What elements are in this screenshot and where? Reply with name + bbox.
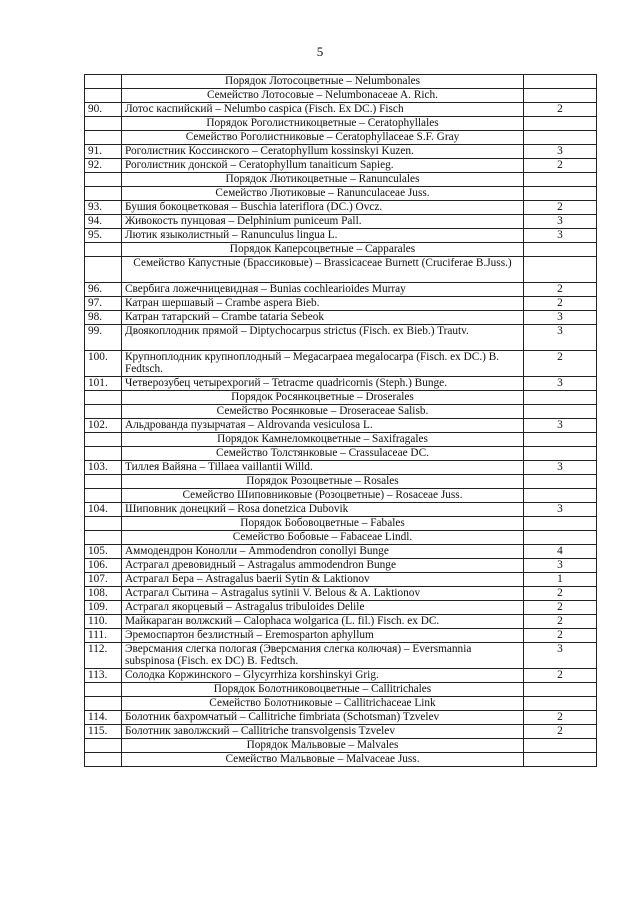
species-status: 2 xyxy=(524,351,597,377)
species-row xyxy=(85,573,597,587)
empty-number-cell xyxy=(85,173,122,187)
taxon-header-row xyxy=(85,433,597,447)
species-number: 96. xyxy=(85,283,122,297)
species-row xyxy=(85,725,597,739)
empty-number-cell xyxy=(85,75,122,89)
species-status: 3 xyxy=(524,145,597,159)
taxon-header-row xyxy=(85,475,597,489)
species-name: Астрагал древовидный – Astragalus ammodendron Bunge xyxy=(122,559,524,573)
species-name: Лотос каспийский – Nelumbo caspica (Fisch. Ex DC.) Fisch xyxy=(122,103,524,117)
taxon-header-row xyxy=(85,173,597,187)
species-status: 2 xyxy=(524,725,597,739)
taxon-title: Семейство Лютиковые – Ranunculaceae Juss. xyxy=(122,187,524,201)
empty-number-cell xyxy=(85,475,122,489)
taxon-title: Порядок Лотосоцветные – Nelumbonales xyxy=(122,75,524,89)
species-row xyxy=(85,711,597,725)
species-number: 99. xyxy=(85,325,122,351)
taxon-title: Семейство Бобовые – Fabaceae Lindl. xyxy=(122,531,524,545)
empty-number-cell xyxy=(85,89,122,103)
species-row xyxy=(85,601,597,615)
species-status: 3 xyxy=(524,229,597,243)
species-table-body xyxy=(85,75,597,767)
taxon-title: Семейство Лотосовые – Nelumbonaceae A. Rich. xyxy=(122,89,524,103)
species-status: 1 xyxy=(524,573,597,587)
species-number: 92. xyxy=(85,159,122,173)
taxon-title: Порядок Роголистникоцветные – Ceratophyllales xyxy=(122,117,524,131)
species-name: Свербига ложечницевидная – Bunias cochlearioides Murray xyxy=(122,283,524,297)
species-number: 110. xyxy=(85,615,122,629)
species-row xyxy=(85,215,597,229)
species-row xyxy=(85,311,597,325)
taxon-title: Порядок Каперсоцветные – Capparales xyxy=(122,243,524,257)
empty-status-cell xyxy=(524,391,597,405)
empty-status-cell xyxy=(524,89,597,103)
species-status: 3 xyxy=(524,503,597,517)
species-status: 2 xyxy=(524,587,597,601)
taxon-title: Семейство Мальвовые – Malvaceae Juss. xyxy=(122,753,524,767)
species-name: Болотник заволжский – Callitriche transvolgensis Tzvelev xyxy=(122,725,524,739)
taxon-header-row xyxy=(85,257,597,283)
species-name: Катран шершавый – Crambe aspera Bieb. xyxy=(122,297,524,311)
species-row xyxy=(85,145,597,159)
taxon-title: Порядок Мальвовые – Malvales xyxy=(122,739,524,753)
taxon-title: Семейство Роголистниковые – Ceratophyllaceae S.F. Gray xyxy=(122,131,524,145)
taxon-header-row xyxy=(85,517,597,531)
empty-number-cell xyxy=(85,187,122,201)
taxon-header-row xyxy=(85,75,597,89)
species-row xyxy=(85,103,597,117)
taxon-header-row xyxy=(85,683,597,697)
taxon-title: Семейство Толстянковые – Crassulaceae DC. xyxy=(122,447,524,461)
empty-status-cell xyxy=(524,517,597,531)
empty-number-cell xyxy=(85,683,122,697)
species-status: 3 xyxy=(524,311,597,325)
taxon-header-row xyxy=(85,243,597,257)
species-row xyxy=(85,377,597,391)
species-row xyxy=(85,559,597,573)
empty-number-cell xyxy=(85,257,122,283)
empty-number-cell xyxy=(85,753,122,767)
species-name: Майкараган волжский – Calophaca wolgarica (L. fil.) Fisch. ex DC. xyxy=(122,615,524,629)
species-row xyxy=(85,503,597,517)
species-name: Шиповник донецкий – Rosa donetzica Dubovik xyxy=(122,503,524,517)
species-row xyxy=(85,283,597,297)
species-name: Двоякоплодник прямой – Diptychocarpus strictus (Fisch. ex Bieb.) Trautv. xyxy=(122,325,524,351)
species-number: 94. xyxy=(85,215,122,229)
species-row xyxy=(85,419,597,433)
species-number: 93. xyxy=(85,201,122,215)
species-number: 98. xyxy=(85,311,122,325)
species-status: 3 xyxy=(524,215,597,229)
taxon-title: Порядок Лютикоцветные – Ranunculales xyxy=(122,173,524,187)
taxon-header-row xyxy=(85,117,597,131)
species-row xyxy=(85,643,597,669)
empty-number-cell xyxy=(85,489,122,503)
species-status: 2 xyxy=(524,601,597,615)
taxon-header-row xyxy=(85,531,597,545)
species-status: 4 xyxy=(524,545,597,559)
empty-number-cell xyxy=(85,697,122,711)
species-number: 108. xyxy=(85,587,122,601)
species-row xyxy=(85,159,597,173)
species-number: 115. xyxy=(85,725,122,739)
species-status: 3 xyxy=(524,559,597,573)
species-status: 2 xyxy=(524,711,597,725)
taxon-title: Семейство Болотниковые – Callitrichaceae Link xyxy=(122,697,524,711)
empty-number-cell xyxy=(85,447,122,461)
empty-status-cell xyxy=(524,405,597,419)
taxon-title: Порядок Бобовоцветные – Fabales xyxy=(122,517,524,531)
species-row xyxy=(85,545,597,559)
species-status: 3 xyxy=(524,461,597,475)
species-row xyxy=(85,587,597,601)
species-row xyxy=(85,351,597,377)
empty-status-cell xyxy=(524,257,597,283)
species-name: Эверсмания слегка пологая (Эверсмания слегка колючая) – Eversmannia subspinosa (Fisch. ex DC) B. Fedtsch. xyxy=(122,643,524,669)
empty-status-cell xyxy=(524,433,597,447)
taxon-header-row xyxy=(85,187,597,201)
taxon-header-row xyxy=(85,391,597,405)
species-number: 106. xyxy=(85,559,122,573)
empty-number-cell xyxy=(85,131,122,145)
species-row xyxy=(85,229,597,243)
empty-status-cell xyxy=(524,489,597,503)
species-name: Астрагал Сытина – Astragalus sytinii V. Belous & A. Laktionov xyxy=(122,587,524,601)
species-number: 97. xyxy=(85,297,122,311)
taxon-header-row xyxy=(85,697,597,711)
species-row xyxy=(85,615,597,629)
taxon-header-row xyxy=(85,739,597,753)
empty-status-cell xyxy=(524,117,597,131)
species-number: 101. xyxy=(85,377,122,391)
species-row xyxy=(85,325,597,351)
empty-number-cell xyxy=(85,243,122,257)
taxon-title: Порядок Камнеломкоцветные – Saxifragales xyxy=(122,433,524,447)
taxon-title: Семейство Росянковые – Droseraceae Salisb. xyxy=(122,405,524,419)
species-row xyxy=(85,669,597,683)
species-number: 112. xyxy=(85,643,122,669)
empty-status-cell xyxy=(524,475,597,489)
species-name: Лютик языколистный – Ranunculus lingua L. xyxy=(122,229,524,243)
species-status: 2 xyxy=(524,159,597,173)
species-number: 104. xyxy=(85,503,122,517)
species-status: 2 xyxy=(524,297,597,311)
species-number: 113. xyxy=(85,669,122,683)
species-status: 2 xyxy=(524,629,597,643)
taxon-header-row xyxy=(85,753,597,767)
taxon-header-row xyxy=(85,89,597,103)
empty-number-cell xyxy=(85,517,122,531)
empty-status-cell xyxy=(524,683,597,697)
empty-status-cell xyxy=(524,187,597,201)
taxon-header-row xyxy=(85,489,597,503)
species-name: Живокость пунцовая – Delphinium puniceum Pall. xyxy=(122,215,524,229)
empty-status-cell xyxy=(524,75,597,89)
species-name: Четверозубец четырехрогий – Tetracme quadricornis (Steph.) Bunge. xyxy=(122,377,524,391)
species-name: Крупноплодник крупноплодный – Megacarpaea megalocarpa (Fisch. ex DC.) B. Fedtsch. xyxy=(122,351,524,377)
species-name: Болотник бахромчатый – Callitriche fimbriata (Schotsman) Tzvelev xyxy=(122,711,524,725)
species-status: 2 xyxy=(524,201,597,215)
species-status: 3 xyxy=(524,325,597,351)
species-row xyxy=(85,629,597,643)
empty-number-cell xyxy=(85,531,122,545)
species-number: 100. xyxy=(85,351,122,377)
species-name: Катран татарский – Crambe tataria Sebeok xyxy=(122,311,524,325)
species-name: Эремоспартон безлистный – Eremosparton aphyllum xyxy=(122,629,524,643)
species-status: 2 xyxy=(524,103,597,117)
species-number: 109. xyxy=(85,601,122,615)
species-name: Солодка Коржинского – Glycyrrhiza korshinskyi Grig. xyxy=(122,669,524,683)
empty-number-cell xyxy=(85,117,122,131)
species-number: 90. xyxy=(85,103,122,117)
species-name: Роголистник Коссинского – Ceratophyllum kossinskyi Kuzen. xyxy=(122,145,524,159)
taxon-title: Порядок Болотниковоцветные – Callitrichales xyxy=(122,683,524,697)
species-status: 3 xyxy=(524,419,597,433)
page-number: 5 xyxy=(316,44,324,59)
species-name: Альдрованда пузырчатая – Aldrovanda vesiculosa L. xyxy=(122,419,524,433)
empty-status-cell xyxy=(524,243,597,257)
species-number: 107. xyxy=(85,573,122,587)
species-number: 103. xyxy=(85,461,122,475)
empty-status-cell xyxy=(524,531,597,545)
species-status: 3 xyxy=(524,377,597,391)
species-number: 95. xyxy=(85,229,122,243)
species-name: Бушия бокоцветковая – Buschia lateriflora (DC.) Ovcz. xyxy=(122,201,524,215)
empty-status-cell xyxy=(524,131,597,145)
species-table xyxy=(84,74,597,767)
species-number: 102. xyxy=(85,419,122,433)
empty-status-cell xyxy=(524,173,597,187)
species-name: Аммодендрон Конолли – Ammodendron conollyi Bunge xyxy=(122,545,524,559)
species-row xyxy=(85,297,597,311)
empty-number-cell xyxy=(85,433,122,447)
species-status: 3 xyxy=(524,643,597,669)
species-row xyxy=(85,201,597,215)
taxon-header-row xyxy=(85,131,597,145)
taxon-title: Семейство Капустные (Брассиковые) – Brassicaceae Burnett (Cruciferae B.Juss.) xyxy=(122,257,524,283)
species-name: Астрагал якорцевый – Astragalus tribuloides Delile xyxy=(122,601,524,615)
empty-number-cell xyxy=(85,739,122,753)
species-status: 2 xyxy=(524,283,597,297)
empty-number-cell xyxy=(85,405,122,419)
species-number: 105. xyxy=(85,545,122,559)
species-row xyxy=(85,461,597,475)
species-status: 2 xyxy=(524,615,597,629)
species-number: 111. xyxy=(85,629,122,643)
species-name: Астрагал Бера – Astragalus baerii Sytin & Laktionov xyxy=(122,573,524,587)
species-name: Тиллея Вайяна – Tillaea vaillantii Willd. xyxy=(122,461,524,475)
empty-status-cell xyxy=(524,447,597,461)
taxon-title: Порядок Росянкоцветные – Droserales xyxy=(122,391,524,405)
taxon-title: Семейство Шиповниковые (Розоцветные) – Rosaceae Juss. xyxy=(122,489,524,503)
species-status: 2 xyxy=(524,669,597,683)
species-number: 114. xyxy=(85,711,122,725)
taxon-title: Порядок Розоцветные – Rosales xyxy=(122,475,524,489)
species-number: 91. xyxy=(85,145,122,159)
taxon-header-row xyxy=(85,405,597,419)
empty-status-cell xyxy=(524,739,597,753)
empty-number-cell xyxy=(85,391,122,405)
species-name: Роголистник донской – Ceratophyllum tanaiticum Sapieg. xyxy=(122,159,524,173)
taxon-header-row xyxy=(85,447,597,461)
empty-status-cell xyxy=(524,697,597,711)
empty-status-cell xyxy=(524,753,597,767)
